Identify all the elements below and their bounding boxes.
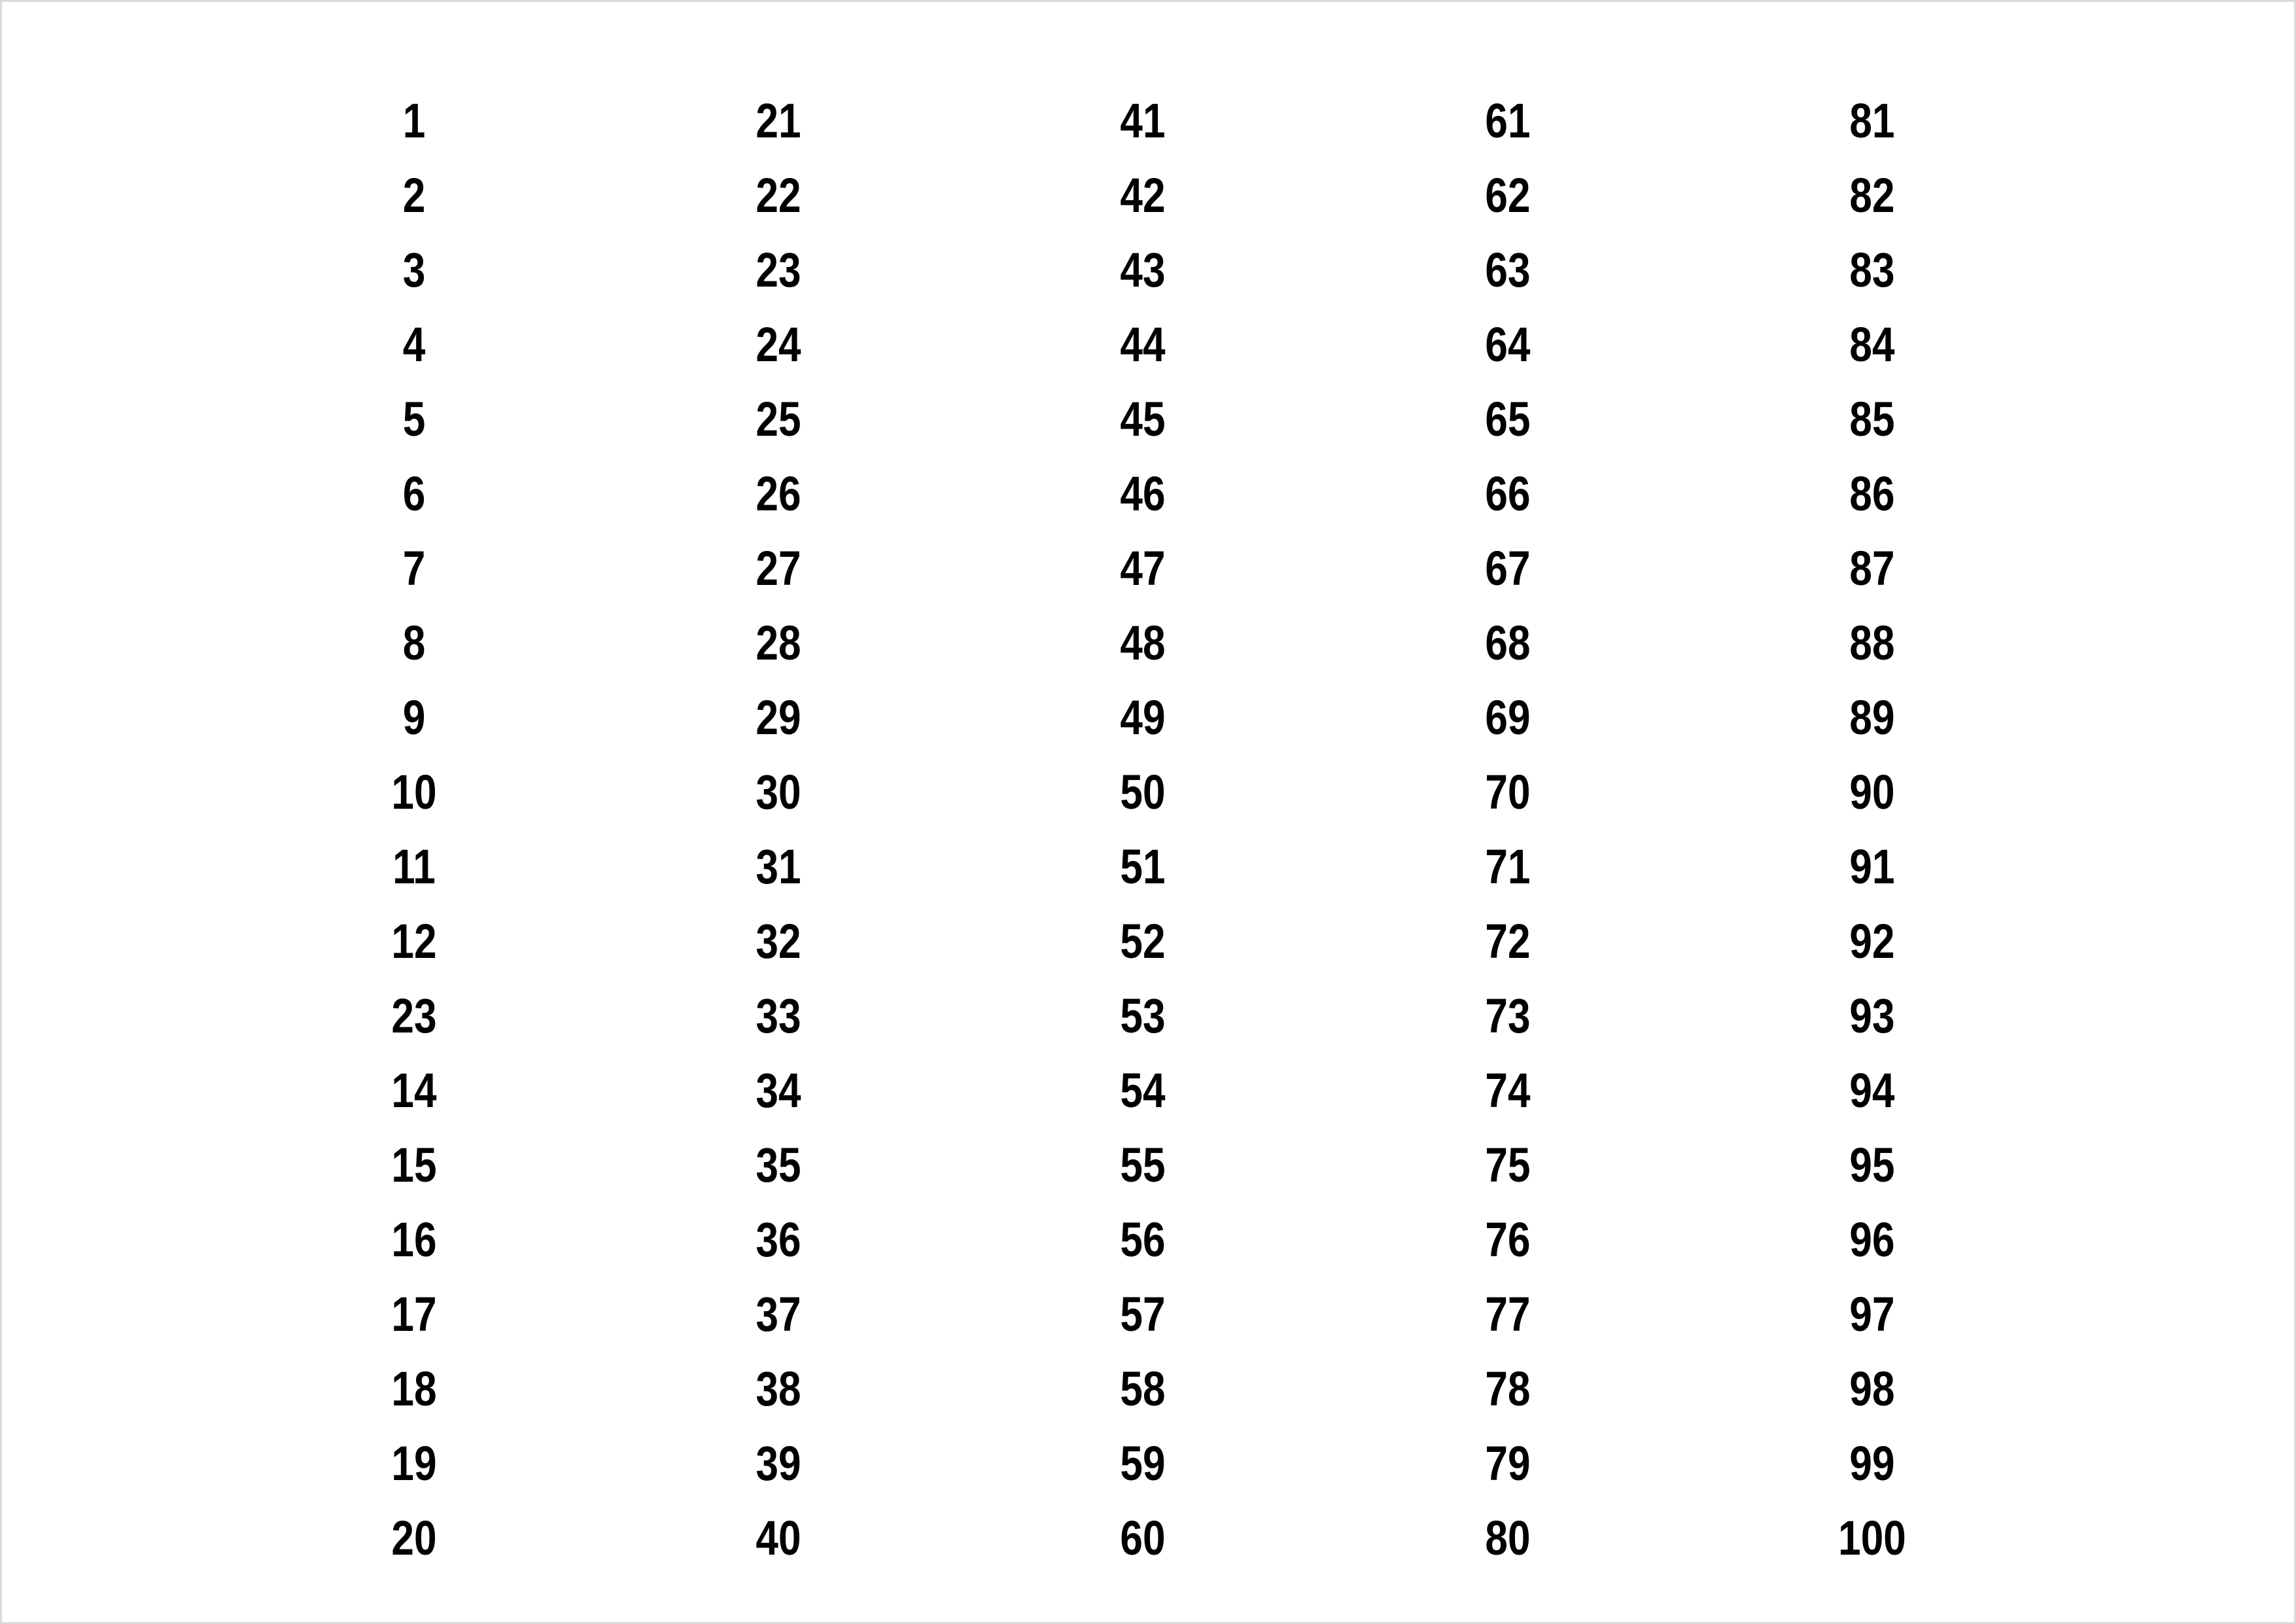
number-entry: 69 <box>1485 690 1531 745</box>
number-entry: 52 <box>1120 914 1166 968</box>
number-entry: 66 <box>1485 467 1531 521</box>
number-entry: 54 <box>1120 1063 1166 1118</box>
number-entry: 50 <box>1120 765 1166 819</box>
number-entry: 59 <box>1120 1436 1166 1491</box>
number-entry: 86 <box>1849 467 1895 521</box>
number-entry: 48 <box>1120 616 1166 670</box>
number-entry: 88 <box>1849 616 1895 670</box>
number-column-3 <box>1045 84 1241 1565</box>
number-entry: 84 <box>1849 317 1895 372</box>
number-entry: 7 <box>402 541 426 595</box>
number-entry: 68 <box>1485 616 1531 670</box>
number-entry: 87 <box>1849 541 1895 595</box>
number-entry: 96 <box>1849 1212 1895 1267</box>
number-entry: 71 <box>1485 839 1531 894</box>
number-entry: 12 <box>391 914 437 968</box>
number-entry: 3 <box>402 243 426 297</box>
number-entry: 67 <box>1485 541 1531 595</box>
number-entry: 11 <box>392 839 436 894</box>
number-entry: 58 <box>1120 1362 1166 1416</box>
number-entry: 45 <box>1120 392 1166 446</box>
number-entry: 19 <box>391 1436 437 1491</box>
number-entry: 40 <box>756 1511 801 1565</box>
number-entry: 91 <box>1849 839 1895 894</box>
number-entry: 4 <box>402 317 426 372</box>
number-entry: 99 <box>1849 1436 1895 1491</box>
number-entry: 46 <box>1120 467 1166 521</box>
number-entry: 83 <box>1849 243 1895 297</box>
number-entry: 92 <box>1849 914 1895 968</box>
number-entry: 20 <box>391 1511 437 1565</box>
number-entry: 78 <box>1485 1362 1531 1416</box>
number-entry: 18 <box>391 1362 437 1416</box>
number-entry: 97 <box>1849 1287 1895 1341</box>
number-entry: 65 <box>1485 392 1531 446</box>
number-column-1 <box>316 84 512 1565</box>
number-entry: 31 <box>756 839 801 894</box>
number-entry: 17 <box>391 1287 437 1341</box>
number-entry: 82 <box>1849 168 1895 222</box>
number-entry: 44 <box>1120 317 1166 372</box>
number-entry: 38 <box>756 1362 801 1416</box>
number-entry: 22 <box>756 168 801 222</box>
number-entry: 5 <box>402 392 426 446</box>
number-entry: 21 <box>756 94 801 148</box>
number-entry: 70 <box>1485 765 1531 819</box>
number-entry: 26 <box>756 467 801 521</box>
number-entry: 79 <box>1485 1436 1531 1491</box>
number-entry: 27 <box>756 541 801 595</box>
number-entry: 95 <box>1849 1138 1895 1192</box>
number-entry: 94 <box>1849 1063 1895 1118</box>
number-entry: 60 <box>1120 1511 1166 1565</box>
number-entry: 47 <box>1120 541 1166 595</box>
number-entry: 76 <box>1485 1212 1531 1267</box>
number-entry: 2 <box>402 168 426 222</box>
number-entry: 30 <box>756 765 801 819</box>
number-entry: 29 <box>756 690 801 745</box>
number-entry: 75 <box>1485 1138 1531 1192</box>
number-entry: 55 <box>1120 1138 1166 1192</box>
number-entry: 72 <box>1485 914 1531 968</box>
number-entry: 53 <box>1120 989 1166 1043</box>
number-entry: 6 <box>402 467 426 521</box>
number-entry: 90 <box>1849 765 1895 819</box>
number-entry: 14 <box>391 1063 437 1118</box>
number-columns <box>2 84 2296 1565</box>
number-entry: 57 <box>1120 1287 1166 1341</box>
number-entry: 23 <box>756 243 801 297</box>
number-entry: 33 <box>756 989 801 1043</box>
number-column-2 <box>680 84 877 1565</box>
number-column-4 <box>1410 84 1606 1565</box>
number-entry: 42 <box>1120 168 1166 222</box>
number-entry: 89 <box>1849 690 1895 745</box>
number-entry: 37 <box>756 1287 801 1341</box>
number-entry: 74 <box>1485 1063 1531 1118</box>
number-entry: 81 <box>1849 94 1895 148</box>
number-entry: 16 <box>391 1212 437 1267</box>
number-entry: 64 <box>1485 317 1531 372</box>
number-entry: 62 <box>1485 168 1531 222</box>
number-entry: 24 <box>756 317 801 372</box>
number-entry: 43 <box>1120 243 1166 297</box>
number-entry: 98 <box>1849 1362 1895 1416</box>
number-entry: 85 <box>1849 392 1895 446</box>
number-entry: 39 <box>756 1436 801 1491</box>
number-entry: 73 <box>1485 989 1531 1043</box>
number-entry: 9 <box>402 690 426 745</box>
number-column-5 <box>1774 84 1970 1565</box>
number-entry: 80 <box>1485 1511 1531 1565</box>
number-entry: 8 <box>402 616 426 670</box>
number-entry: 93 <box>1849 989 1895 1043</box>
number-entry: 51 <box>1120 839 1166 894</box>
number-entry: 100 <box>1838 1511 1906 1565</box>
number-entry: 41 <box>1120 94 1166 148</box>
number-entry: 10 <box>391 765 437 819</box>
number-entry: 56 <box>1120 1212 1166 1267</box>
number-entry: 1 <box>402 94 426 148</box>
number-entry: 32 <box>756 914 801 968</box>
number-entry: 61 <box>1485 94 1531 148</box>
number-entry: 23 <box>391 989 437 1043</box>
number-entry: 36 <box>756 1212 801 1267</box>
number-entry: 35 <box>756 1138 801 1192</box>
number-entry: 28 <box>756 616 801 670</box>
number-entry: 63 <box>1485 243 1531 297</box>
number-entry: 34 <box>756 1063 801 1118</box>
number-entry: 25 <box>756 392 801 446</box>
number-entry: 49 <box>1120 690 1166 745</box>
number-entry: 15 <box>391 1138 437 1192</box>
number-entry: 77 <box>1485 1287 1531 1341</box>
